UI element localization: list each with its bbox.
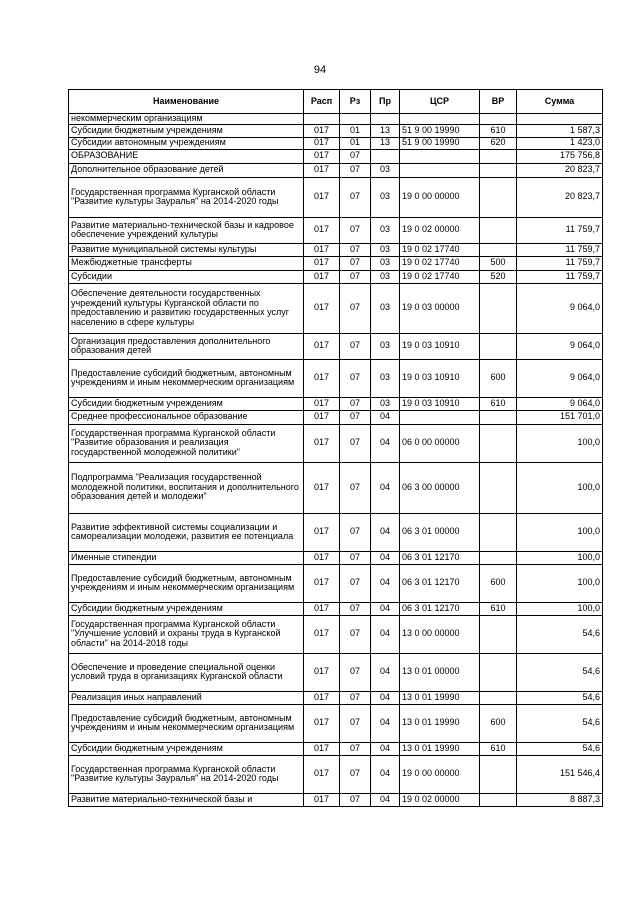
cell-vr: 610 bbox=[480, 602, 517, 615]
cell-pr: 03 bbox=[371, 177, 400, 217]
cell-vr bbox=[480, 243, 517, 256]
cell-vr: 500 bbox=[480, 256, 517, 270]
cell-vr bbox=[480, 653, 517, 691]
cell-sum: 100,0 bbox=[517, 513, 603, 551]
cell-pr: 04 bbox=[371, 564, 400, 602]
cell-rasp: 017 bbox=[304, 793, 340, 806]
cell-sum: 100,0 bbox=[517, 551, 603, 564]
cell-name: Развитие материально-технической базы и bbox=[69, 793, 304, 806]
cell-name: Государственная программа Курганской области "Развитие культуры Зауралья" на 2014-2020 годы bbox=[69, 177, 304, 217]
cell-rasp: 017 bbox=[304, 551, 340, 564]
cell-csr: 19 0 02 00000 bbox=[400, 217, 480, 243]
cell-vr bbox=[480, 114, 517, 125]
cell-sum: 100,0 bbox=[517, 602, 603, 615]
cell-vr: 520 bbox=[480, 270, 517, 283]
cell-sum: 54,6 bbox=[517, 691, 603, 704]
cell-rasp: 017 bbox=[304, 137, 340, 149]
cell-csr: 51 9 00 19990 bbox=[400, 137, 480, 149]
table-row bbox=[69, 163, 603, 177]
cell-sum bbox=[517, 114, 603, 125]
cell-csr: 19 0 00 00000 bbox=[400, 177, 480, 217]
cell-csr: 06 3 00 00000 bbox=[400, 462, 480, 513]
cell-name: Межбюджетные трансферты bbox=[69, 256, 304, 270]
cell-sum: 1 587,3 bbox=[517, 124, 603, 137]
cell-name: ОБРАЗОВАНИЕ bbox=[69, 149, 304, 163]
cell-rasp: 017 bbox=[304, 283, 340, 333]
cell-rz: 01 bbox=[340, 137, 371, 149]
cell-name: Государственная программа Курганской области "Развитие образования и реализация государственной молодежной политики" bbox=[69, 424, 304, 462]
cell-vr bbox=[480, 513, 517, 551]
cell-name: Обеспечение деятельности государственных учреждений культуры Курганской области по предоставлению и развитию государственных услуг населению в сфере культуры bbox=[69, 283, 304, 333]
cell-pr: 04 bbox=[371, 513, 400, 551]
cell-vr bbox=[480, 755, 517, 793]
table-row bbox=[69, 256, 603, 270]
cell-vr bbox=[480, 149, 517, 163]
cell-vr bbox=[480, 793, 517, 806]
cell-rasp: 017 bbox=[304, 177, 340, 217]
cell-rz: 07 bbox=[340, 397, 371, 410]
table-row bbox=[69, 513, 603, 551]
cell-pr: 13 bbox=[371, 124, 400, 137]
table-row bbox=[69, 462, 603, 513]
cell-pr: 04 bbox=[371, 551, 400, 564]
cell-rasp: 017 bbox=[304, 397, 340, 410]
cell-sum: 54,6 bbox=[517, 615, 603, 653]
cell-name: Предоставление субсидий бюджетным, автономным учреждениям и иным некоммерческим организациям bbox=[69, 564, 304, 602]
cell-sum: 8 887,3 bbox=[517, 793, 603, 806]
cell-rasp: 017 bbox=[304, 333, 340, 359]
cell-csr: 19 0 02 17740 bbox=[400, 270, 480, 283]
cell-sum: 54,6 bbox=[517, 653, 603, 691]
cell-name: Развитие материально-технической базы и кадровое обеспечение учреждений культуры bbox=[69, 217, 304, 243]
cell-name: Субсидии бюджетным учреждениям bbox=[69, 124, 304, 137]
cell-vr bbox=[480, 462, 517, 513]
cell-vr bbox=[480, 217, 517, 243]
cell-csr bbox=[400, 410, 480, 424]
cell-csr bbox=[400, 163, 480, 177]
table-row bbox=[69, 283, 603, 333]
cell-rasp: 017 bbox=[304, 615, 340, 653]
cell-name: Обеспечение и проведение специальной оценки условий труда в организациях Курганской области bbox=[69, 653, 304, 691]
cell-pr: 03 bbox=[371, 283, 400, 333]
cell-rasp: 017 bbox=[304, 217, 340, 243]
cell-rasp: 017 bbox=[304, 243, 340, 256]
table-row bbox=[69, 114, 603, 125]
cell-rz: 07 bbox=[340, 615, 371, 653]
cell-name: Субсидии автономным учреждениям bbox=[69, 137, 304, 149]
table-row bbox=[69, 217, 603, 243]
cell-csr: 19 0 02 17740 bbox=[400, 243, 480, 256]
cell-rz: 07 bbox=[340, 793, 371, 806]
table-row bbox=[69, 653, 603, 691]
cell-vr bbox=[480, 615, 517, 653]
table-row bbox=[69, 397, 603, 410]
cell-csr: 06 3 01 12170 bbox=[400, 551, 480, 564]
cell-rz: 07 bbox=[340, 359, 371, 397]
cell-csr: 06 0 00 00000 bbox=[400, 424, 480, 462]
cell-vr bbox=[480, 551, 517, 564]
cell-name: Организация предоставления дополнительного образования детей bbox=[69, 333, 304, 359]
cell-rasp: 017 bbox=[304, 462, 340, 513]
cell-rasp: 017 bbox=[304, 410, 340, 424]
cell-name: Именные стипендии bbox=[69, 551, 304, 564]
table-row bbox=[69, 793, 603, 806]
table-row bbox=[69, 410, 603, 424]
cell-sum: 54,6 bbox=[517, 704, 603, 742]
cell-name: Субсидии бюджетным учреждениям bbox=[69, 742, 304, 755]
cell-sum: 54,6 bbox=[517, 742, 603, 755]
cell-rz: 07 bbox=[340, 742, 371, 755]
cell-sum: 11 759,7 bbox=[517, 256, 603, 270]
cell-vr bbox=[480, 163, 517, 177]
cell-name: Реализация иных направлений bbox=[69, 691, 304, 704]
cell-sum: 151 701,0 bbox=[517, 410, 603, 424]
cell-rasp: 017 bbox=[304, 149, 340, 163]
cell-rz: 07 bbox=[340, 149, 371, 163]
cell-vr: 610 bbox=[480, 397, 517, 410]
cell-pr: 04 bbox=[371, 602, 400, 615]
cell-rasp bbox=[304, 114, 340, 125]
header-sum: Сумма bbox=[517, 90, 603, 114]
table-row bbox=[69, 755, 603, 793]
cell-sum: 9 064,0 bbox=[517, 283, 603, 333]
cell-rasp: 017 bbox=[304, 742, 340, 755]
table-row bbox=[69, 564, 603, 602]
cell-vr bbox=[480, 410, 517, 424]
cell-vr: 600 bbox=[480, 704, 517, 742]
cell-sum: 11 759,7 bbox=[517, 270, 603, 283]
cell-rz: 07 bbox=[340, 243, 371, 256]
cell-name: Субсидии бюджетным учреждениям bbox=[69, 602, 304, 615]
cell-rz: 07 bbox=[340, 602, 371, 615]
cell-sum: 20 823,7 bbox=[517, 163, 603, 177]
cell-pr bbox=[371, 149, 400, 163]
page-number: 94 bbox=[313, 64, 327, 76]
cell-name: некоммерческим организациям bbox=[69, 114, 304, 125]
cell-rz: 07 bbox=[340, 551, 371, 564]
cell-rz: 07 bbox=[340, 333, 371, 359]
header-pr: Пр bbox=[371, 90, 400, 114]
table-row bbox=[69, 615, 603, 653]
cell-pr bbox=[371, 114, 400, 125]
cell-pr: 04 bbox=[371, 793, 400, 806]
cell-pr: 03 bbox=[371, 256, 400, 270]
cell-rasp: 017 bbox=[304, 653, 340, 691]
cell-csr: 13 0 01 19990 bbox=[400, 704, 480, 742]
cell-csr: 13 0 00 00000 bbox=[400, 615, 480, 653]
table-row bbox=[69, 333, 603, 359]
cell-pr: 03 bbox=[371, 333, 400, 359]
cell-sum: 20 823,7 bbox=[517, 177, 603, 217]
cell-rz: 07 bbox=[340, 513, 371, 551]
cell-csr: 06 3 01 00000 bbox=[400, 513, 480, 551]
cell-rz: 07 bbox=[340, 704, 371, 742]
cell-pr: 04 bbox=[371, 704, 400, 742]
cell-pr: 03 bbox=[371, 217, 400, 243]
cell-pr: 04 bbox=[371, 742, 400, 755]
cell-vr bbox=[480, 177, 517, 217]
cell-vr bbox=[480, 424, 517, 462]
cell-name: Подпрограмма "Реализация государственной молодежной политики, воспитания и дополнительного образования детей и молодежи" bbox=[69, 462, 304, 513]
cell-vr: 600 bbox=[480, 564, 517, 602]
cell-rasp: 017 bbox=[304, 564, 340, 602]
cell-sum: 100,0 bbox=[517, 564, 603, 602]
cell-name: Государственная программа Курганской области "Улучшение условий и охраны труда в Курганской области" на 2014-2018 годы bbox=[69, 615, 304, 653]
budget-table bbox=[68, 89, 603, 807]
cell-pr: 13 bbox=[371, 137, 400, 149]
cell-rz: 07 bbox=[340, 283, 371, 333]
cell-name: Предоставление субсидий бюджетным, автономным учреждениям и иным некоммерческим организациям bbox=[69, 359, 304, 397]
cell-pr: 04 bbox=[371, 615, 400, 653]
cell-name: Развитие эффективной системы социализации и самореализации молодежи, развития ее потенциала bbox=[69, 513, 304, 551]
cell-csr: 19 0 03 00000 bbox=[400, 283, 480, 333]
cell-sum: 11 759,7 bbox=[517, 217, 603, 243]
cell-name: Предоставление субсидий бюджетным, автономным учреждениям и иным некоммерческим организациям bbox=[69, 704, 304, 742]
cell-csr: 19 0 02 00000 bbox=[400, 793, 480, 806]
cell-vr bbox=[480, 283, 517, 333]
cell-csr: 19 0 00 00000 bbox=[400, 755, 480, 793]
cell-sum: 11 759,7 bbox=[517, 243, 603, 256]
cell-rz: 07 bbox=[340, 163, 371, 177]
cell-rz: 07 bbox=[340, 256, 371, 270]
cell-name: Развитие муниципальной системы культуры bbox=[69, 243, 304, 256]
cell-pr: 03 bbox=[371, 397, 400, 410]
cell-sum: 151 546,4 bbox=[517, 755, 603, 793]
cell-csr: 13 0 01 00000 bbox=[400, 653, 480, 691]
cell-pr: 04 bbox=[371, 410, 400, 424]
cell-rz bbox=[340, 114, 371, 125]
header-vr: ВР bbox=[480, 90, 517, 114]
header-rz: Рз bbox=[340, 90, 371, 114]
cell-csr: 13 0 01 19990 bbox=[400, 742, 480, 755]
cell-pr: 03 bbox=[371, 163, 400, 177]
table-header-row bbox=[69, 90, 603, 114]
cell-rz: 07 bbox=[340, 462, 371, 513]
cell-name: Среднее профессиональное образование bbox=[69, 410, 304, 424]
cell-sum: 9 064,0 bbox=[517, 333, 603, 359]
cell-rasp: 017 bbox=[304, 424, 340, 462]
cell-sum: 9 064,0 bbox=[517, 359, 603, 397]
cell-pr: 04 bbox=[371, 424, 400, 462]
cell-rz: 07 bbox=[340, 410, 371, 424]
cell-pr: 03 bbox=[371, 243, 400, 256]
cell-csr: 06 3 01 12170 bbox=[400, 602, 480, 615]
table-row bbox=[69, 243, 603, 256]
table-row bbox=[69, 124, 603, 137]
cell-pr: 04 bbox=[371, 653, 400, 691]
cell-rasp: 017 bbox=[304, 359, 340, 397]
cell-rz: 07 bbox=[340, 691, 371, 704]
cell-rasp: 017 bbox=[304, 602, 340, 615]
cell-vr bbox=[480, 333, 517, 359]
header-rasp: Расп bbox=[304, 90, 340, 114]
cell-rz: 07 bbox=[340, 755, 371, 793]
table-row bbox=[69, 742, 603, 755]
cell-name: Субсидии bbox=[69, 270, 304, 283]
cell-vr: 600 bbox=[480, 359, 517, 397]
table-row bbox=[69, 137, 603, 149]
table-body bbox=[69, 114, 603, 807]
cell-rz: 07 bbox=[340, 270, 371, 283]
cell-rz: 01 bbox=[340, 124, 371, 137]
table-row bbox=[69, 551, 603, 564]
cell-csr: 19 0 02 17740 bbox=[400, 256, 480, 270]
cell-rz: 07 bbox=[340, 424, 371, 462]
table-row bbox=[69, 704, 603, 742]
cell-rasp: 017 bbox=[304, 755, 340, 793]
cell-pr: 04 bbox=[371, 691, 400, 704]
cell-vr: 610 bbox=[480, 124, 517, 137]
cell-rasp: 017 bbox=[304, 256, 340, 270]
table-row bbox=[69, 149, 603, 163]
cell-csr: 19 0 03 10910 bbox=[400, 397, 480, 410]
table-row bbox=[69, 359, 603, 397]
cell-csr: 19 0 03 10910 bbox=[400, 333, 480, 359]
table-row bbox=[69, 691, 603, 704]
cell-name: Дополнительное образование детей bbox=[69, 163, 304, 177]
cell-sum: 100,0 bbox=[517, 424, 603, 462]
cell-rasp: 017 bbox=[304, 513, 340, 551]
table-row bbox=[69, 177, 603, 217]
cell-csr: 13 0 01 19990 bbox=[400, 691, 480, 704]
table-row bbox=[69, 424, 603, 462]
cell-pr: 03 bbox=[371, 359, 400, 397]
cell-rasp: 017 bbox=[304, 270, 340, 283]
cell-vr: 610 bbox=[480, 742, 517, 755]
cell-pr: 03 bbox=[371, 270, 400, 283]
cell-sum: 175 756,8 bbox=[517, 149, 603, 163]
header-csr: ЦСР bbox=[400, 90, 480, 114]
cell-sum: 9 064,0 bbox=[517, 397, 603, 410]
cell-csr: 06 3 01 12170 bbox=[400, 564, 480, 602]
cell-pr: 04 bbox=[371, 755, 400, 793]
cell-rz: 07 bbox=[340, 564, 371, 602]
cell-rasp: 017 bbox=[304, 691, 340, 704]
cell-csr bbox=[400, 149, 480, 163]
cell-name: Субсидии бюджетным учреждениям bbox=[69, 397, 304, 410]
table-row bbox=[69, 602, 603, 615]
cell-sum: 1 423,0 bbox=[517, 137, 603, 149]
cell-name: Государственная программа Курганской области "Развитие культуры Зауралья" на 2014-2020 годы bbox=[69, 755, 304, 793]
cell-rz: 07 bbox=[340, 217, 371, 243]
cell-rz: 07 bbox=[340, 653, 371, 691]
cell-csr bbox=[400, 114, 480, 125]
cell-csr: 19 0 03 10910 bbox=[400, 359, 480, 397]
cell-rasp: 017 bbox=[304, 704, 340, 742]
cell-rasp: 017 bbox=[304, 163, 340, 177]
cell-sum: 100,0 bbox=[517, 462, 603, 513]
cell-pr: 04 bbox=[371, 462, 400, 513]
header-name: Наименование bbox=[69, 90, 304, 114]
cell-rz: 07 bbox=[340, 177, 371, 217]
cell-vr: 620 bbox=[480, 137, 517, 149]
table-row bbox=[69, 270, 603, 283]
cell-csr: 51 9 00 19990 bbox=[400, 124, 480, 137]
cell-vr bbox=[480, 691, 517, 704]
cell-rasp: 017 bbox=[304, 124, 340, 137]
